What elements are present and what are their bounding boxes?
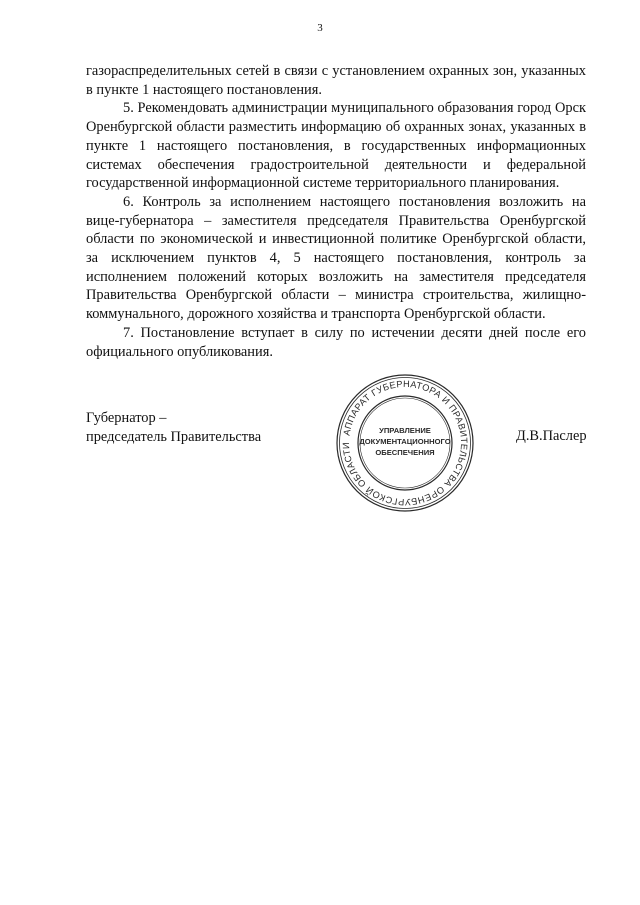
signatory-name: Д.В.Паслер bbox=[516, 428, 587, 444]
official-stamp bbox=[335, 373, 475, 513]
signatory-title-line1: Губернатор – bbox=[86, 410, 167, 426]
stamp-center-line1: УПРАВЛЕНИЕ bbox=[379, 426, 431, 435]
page-number: 3 bbox=[317, 22, 323, 34]
paragraph-6: 6. Контроль за исполнением настоящего постановления возложить на вице-губернатора – заместителя председателя Правительства Оренбургской области по экономической и инвестиционной политике Оренбургской области, за исключением пунктов 4, 5 настоящего постановления, контроль за исполнением положений которых возложить на заместителя председателя Правительства Оренбургской области – министра строительства, жилищно-коммунального, дорожного хозяйства и транспорта Оренбургской области. bbox=[86, 193, 586, 323]
stamp-center-line3: ОБЕСПЕЧЕНИЯ bbox=[375, 448, 435, 457]
stamp-center-line2: ДОКУМЕНТАЦИОННОГО bbox=[359, 437, 451, 446]
paragraph-7: 7. Постановление вступает в силу по истечении десяти дней после его официального опубликования. bbox=[86, 324, 586, 360]
signatory-title bbox=[86, 409, 261, 446]
paragraph-5: 5. Рекомендовать администрации муниципального образования город Орск Оренбургской области разместить информацию об охранных зонах, указанных в пункте 1 настоящего постановления, в государственных информационных системах обеспечения градостроительной деятельности и федеральной государственной информационной системе территориального планирования. bbox=[86, 100, 586, 192]
document-body bbox=[86, 62, 586, 361]
stamp-ring-text: АППАРАТ ГУБЕРНАТОРА И ПРАВИТЕЛЬСТВА ОРЕНБУРГСКОЙ ОБЛАСТИ bbox=[340, 378, 470, 508]
paragraph-continuation: газораспределительных сетей в связи с установлением охранных зон, указанных в пункте 1 настоящего постановления. bbox=[86, 63, 586, 98]
signatory-title-line2: председатель Правительства bbox=[86, 428, 262, 445]
